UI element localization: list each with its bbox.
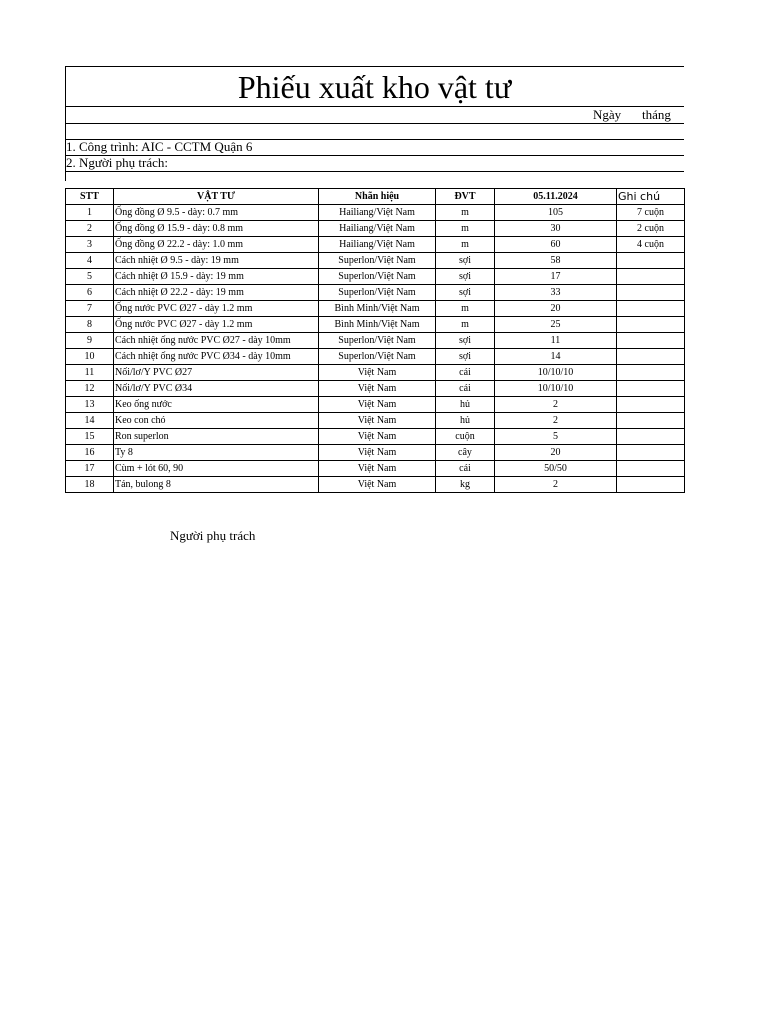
row-note (617, 397, 685, 413)
table-row (66, 365, 685, 381)
table-row (66, 477, 685, 493)
row-stt: 12 (66, 381, 114, 397)
title-divider (65, 106, 684, 107)
row-brand: Superlon/Việt Nam (319, 285, 436, 301)
col-header-unit: ĐVT (436, 189, 495, 205)
row-quantity: 33 (495, 285, 617, 301)
row-stt: 11 (66, 365, 114, 381)
row-stt: 5 (66, 269, 114, 285)
row-unit: sợi (436, 333, 495, 349)
row-quantity: 20 (495, 301, 617, 317)
row-note (617, 477, 685, 493)
row-stt: 3 (66, 237, 114, 253)
row-item: Cách nhiệt Ø 9.5 - dày: 19 mm (114, 253, 319, 269)
row-note (617, 365, 685, 381)
row-quantity: 10/10/10 (495, 365, 617, 381)
row-note (617, 381, 685, 397)
row-brand: Bình Minh/Việt Nam (319, 317, 436, 333)
table-row (66, 445, 685, 461)
row-note (617, 445, 685, 461)
row-brand: Việt Nam (319, 365, 436, 381)
row-stt: 13 (66, 397, 114, 413)
row-brand: Việt Nam (319, 461, 436, 477)
table-row (66, 269, 685, 285)
row-brand: Việt Nam (319, 397, 436, 413)
row-brand: Bình Minh/Việt Nam (319, 301, 436, 317)
row-quantity: 17 (495, 269, 617, 285)
project-name: 1. Công trình: AIC - CCTM Quận 6 (66, 139, 253, 154)
row-stt: 6 (66, 285, 114, 301)
row-stt: 8 (66, 317, 114, 333)
row-note (617, 429, 685, 445)
row-unit: cái (436, 461, 495, 477)
row-unit: m (436, 237, 495, 253)
page-title: Phiếu xuất kho vật tư (237, 69, 512, 105)
row-note: 4 cuộn (617, 237, 685, 253)
row-quantity: 50/50 (495, 461, 617, 477)
row-unit: hủ (436, 397, 495, 413)
row-note (617, 285, 685, 301)
row-unit: cái (436, 381, 495, 397)
row-item: Cách nhiệt Ø 22.2 - dày: 19 mm (114, 285, 319, 301)
col-header-date: 05.11.2024 (495, 189, 617, 205)
row-brand: Hailiang/Việt Nam (319, 205, 436, 221)
row-stt: 14 (66, 413, 114, 429)
table-row (66, 461, 685, 477)
row-quantity: 60 (495, 237, 617, 253)
row-stt: 2 (66, 221, 114, 237)
row-unit: sợi (436, 349, 495, 365)
row-brand: Việt Nam (319, 413, 436, 429)
row-note (617, 349, 685, 365)
table-row (66, 301, 685, 317)
row-brand: Superlon/Việt Nam (319, 333, 436, 349)
row-brand: Việt Nam (319, 429, 436, 445)
table-row (66, 205, 685, 221)
row-quantity: 105 (495, 205, 617, 221)
row-item: Keo ống nước (114, 397, 319, 413)
row-item: Cách nhiệt Ø 15.9 - dày: 19 mm (114, 269, 319, 285)
row-brand: Hailiang/Việt Nam (319, 221, 436, 237)
table-row (66, 429, 685, 445)
row-stt: 17 (66, 461, 114, 477)
row-quantity: 14 (495, 349, 617, 365)
col-header-item: VẬT TƯ (114, 189, 319, 205)
date-day-label: Ngày (593, 107, 622, 122)
row-unit: m (436, 221, 495, 237)
row-note (617, 253, 685, 269)
date-month-label: tháng (642, 107, 671, 122)
table-row (66, 333, 685, 349)
row-stt: 10 (66, 349, 114, 365)
row-note: 7 cuộn (617, 205, 685, 221)
table-row (66, 221, 685, 237)
row-unit: hủ (436, 413, 495, 429)
table-row (66, 413, 685, 429)
table-header-row (66, 189, 685, 205)
row-item: Ron superlon (114, 429, 319, 445)
row-item: Ống đồng Ø 15.9 - dày: 0.8 mm (114, 221, 319, 237)
row-brand: Superlon/Việt Nam (319, 269, 436, 285)
row-brand: Việt Nam (319, 477, 436, 493)
col-header-stt: STT (66, 189, 114, 205)
materials-table (65, 188, 685, 493)
row-item: Ống đồng Ø 22.2 - dày: 1.0 mm (114, 237, 319, 253)
row-unit: kg (436, 477, 495, 493)
row-brand: Hailiang/Việt Nam (319, 237, 436, 253)
row-unit: sợi (436, 269, 495, 285)
row-stt: 16 (66, 445, 114, 461)
row-unit: cái (436, 365, 495, 381)
row-brand: Việt Nam (319, 381, 436, 397)
row-stt: 15 (66, 429, 114, 445)
table-row (66, 285, 685, 301)
row-stt: 7 (66, 301, 114, 317)
row-unit: sợi (436, 285, 495, 301)
row-unit: cây (436, 445, 495, 461)
row-item: Ống đồng Ø 9.5 - dày: 0.7 mm (114, 205, 319, 221)
row-stt: 18 (66, 477, 114, 493)
row-stt: 9 (66, 333, 114, 349)
date-divider (65, 123, 684, 124)
row-quantity: 2 (495, 477, 617, 493)
row-brand: Superlon/Việt Nam (319, 253, 436, 269)
row-quantity: 58 (495, 253, 617, 269)
row-quantity: 2 (495, 413, 617, 429)
row-quantity: 25 (495, 317, 617, 333)
row-note (617, 301, 685, 317)
table-row (66, 349, 685, 365)
row-item: Ống nước PVC Ø27 - dày 1.2 mm (114, 317, 319, 333)
row-quantity: 2 (495, 397, 617, 413)
table-row (66, 253, 685, 269)
row-brand: Superlon/Việt Nam (319, 349, 436, 365)
row-quantity: 20 (495, 445, 617, 461)
row-unit: cuộn (436, 429, 495, 445)
row-item: Cách nhiệt ống nước PVC Ø34 - dày 10mm (114, 349, 319, 365)
row-quantity: 5 (495, 429, 617, 445)
table-row (66, 381, 685, 397)
person-in-charge: 2. Người phụ trách: (66, 155, 169, 170)
person-divider (65, 171, 684, 172)
row-quantity: 11 (495, 333, 617, 349)
row-note (617, 413, 685, 429)
row-item: Nối/lơ/Y PVC Ø34 (114, 381, 319, 397)
row-item: Tán, bulong 8 (114, 477, 319, 493)
row-unit: m (436, 301, 495, 317)
signature-label: Người phụ trách (170, 528, 256, 543)
table-row (66, 317, 685, 333)
row-note (617, 317, 685, 333)
row-quantity: 10/10/10 (495, 381, 617, 397)
row-note (617, 461, 685, 477)
row-item: Ống nước PVC Ø27 - dày 1.2 mm (114, 301, 319, 317)
row-item: Cách nhiệt ống nước PVC Ø27 - dày 10mm (114, 333, 319, 349)
col-header-brand: Nhãn hiệu (319, 189, 436, 205)
row-item: Keo con chó (114, 413, 319, 429)
row-unit: m (436, 205, 495, 221)
table-row (66, 397, 685, 413)
row-item: Ty 8 (114, 445, 319, 461)
row-quantity: 30 (495, 221, 617, 237)
row-unit: sợi (436, 253, 495, 269)
row-stt: 1 (66, 205, 114, 221)
row-unit: m (436, 317, 495, 333)
row-item: Cùm + lót 60, 90 (114, 461, 319, 477)
col-header-note: Ghi chú (617, 189, 685, 205)
row-stt: 4 (66, 253, 114, 269)
row-note (617, 333, 685, 349)
table-row (66, 237, 685, 253)
row-item: Nối/lơ/Y PVC Ø27 (114, 365, 319, 381)
row-note: 2 cuộn (617, 221, 685, 237)
form-top-border (65, 66, 684, 67)
row-brand: Việt Nam (319, 445, 436, 461)
row-note (617, 269, 685, 285)
